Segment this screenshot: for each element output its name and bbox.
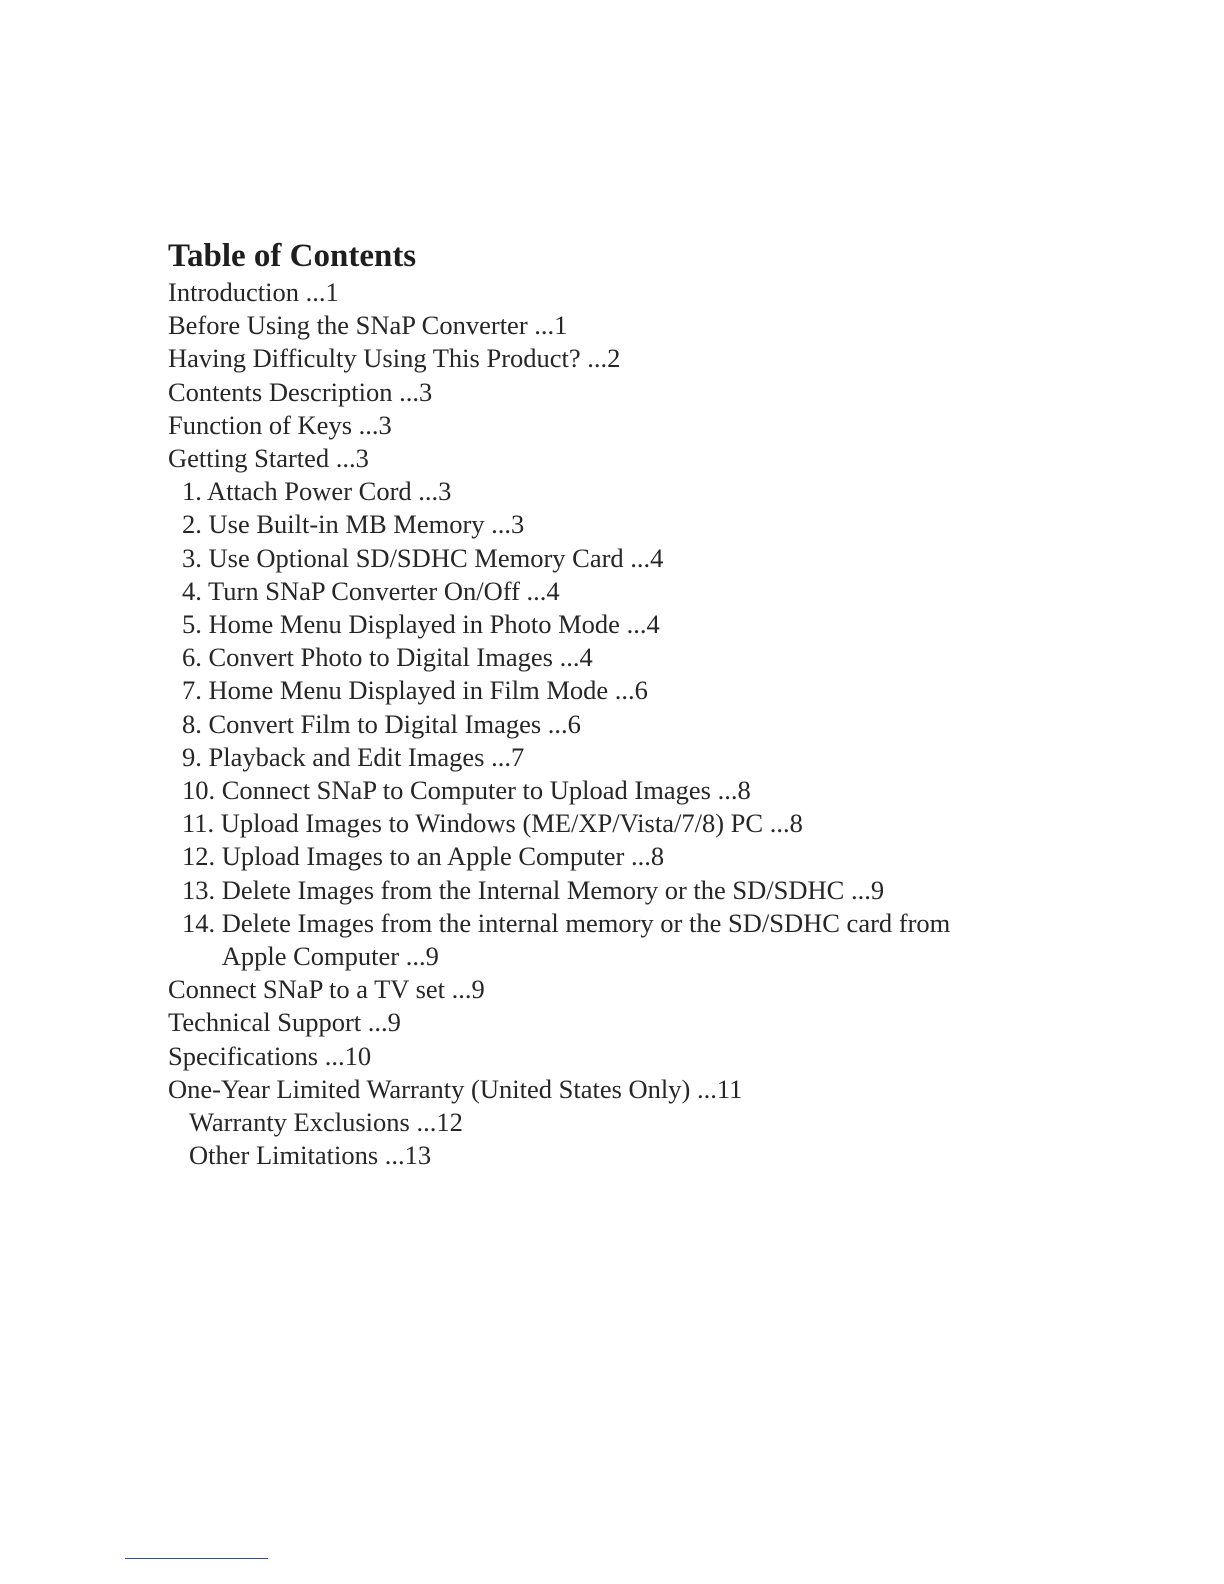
toc-entry-other-limitations: [168, 1139, 1068, 1172]
toc-entry-number: 4.: [182, 575, 202, 606]
toc-entry-introduction: [168, 276, 1068, 309]
toc-entry-technical-support: [168, 1006, 1068, 1039]
toc-subentry-8: [168, 708, 1068, 741]
toc-entry-function-of-keys: [168, 409, 1068, 442]
toc-subentry-2: [168, 508, 1068, 541]
toc-entry-text: Turn SNaP Converter On/Off ...4: [208, 575, 560, 606]
toc-entry-specifications: [168, 1040, 1068, 1073]
toc-entry-number: 10.: [182, 775, 216, 806]
toc-entry-text: Specifications ...10: [168, 1040, 372, 1071]
toc-entry-text: Use Built-in MB Memory ...3: [208, 509, 525, 540]
toc-entry-text: Connect SNaP to Computer to Upload Images ...8: [221, 775, 751, 806]
toc-entry-text: Other Limitations ...13: [189, 1140, 432, 1171]
toc-subentry-7: [168, 674, 1068, 707]
toc-entry-text: Warranty Exclusions ...12: [189, 1107, 463, 1138]
toc-entry-number: 14.: [182, 907, 216, 938]
toc-entry-number: 6.: [182, 642, 202, 673]
toc-entry-text: Attach Power Cord ...3: [207, 476, 452, 507]
toc-entry-text: Before Using the SNaP Converter ...1: [168, 310, 568, 341]
toc-subentry-5: [168, 608, 1068, 641]
table-of-contents: [168, 236, 1068, 1172]
toc-entry-text: Playback and Edit Images ...7: [208, 741, 525, 772]
toc-entry-number: 9.: [182, 741, 202, 772]
toc-subentry-14: [168, 907, 1068, 973]
toc-subentry-12: [168, 840, 1068, 873]
toc-entry-text: Getting Started ...3: [168, 443, 369, 474]
toc-subentry-6: [168, 641, 1068, 674]
toc-list: [168, 276, 1068, 1172]
toc-entry-text: Upload Images to Windows (ME/XP/Vista/7/8) PC ...8: [220, 808, 803, 839]
toc-entry-number: 5.: [182, 609, 202, 640]
toc-entry-text: Convert Film to Digital Images ...6: [208, 708, 581, 739]
toc-subentry-11: [168, 807, 1068, 840]
toc-subentry-10: [168, 774, 1068, 807]
toc-entry-number: 3.: [182, 542, 202, 573]
toc-entry-text: Having Difficulty Using This Product? ...2: [168, 343, 621, 374]
toc-entry-number: 13.: [182, 874, 216, 905]
toc-subentry-4: [168, 575, 1068, 608]
toc-entry-text: Technical Support ...9: [168, 1007, 401, 1038]
toc-entry-number: 7.: [182, 675, 202, 706]
toc-entry-connect-tv: [168, 973, 1068, 1006]
toc-entry-having-difficulty: [168, 342, 1068, 375]
toc-entry-text: Function of Keys ...3: [168, 409, 392, 440]
toc-entry-number: 12.: [182, 841, 216, 872]
toc-subentry-1: [168, 475, 1068, 508]
toc-entry-text: One-Year Limited Warranty (United States Only) ...11: [168, 1073, 743, 1104]
toc-subentry-3: [168, 542, 1068, 575]
toc-entry-warranty-exclusions: [168, 1106, 1068, 1139]
toc-entry-text: Delete Images from the internal memory or the SD/SDHC card from Apple Computer ...9: [221, 907, 951, 972]
toc-entry-before-using: [168, 309, 1068, 342]
toc-title: Table of Contents: [168, 238, 417, 274]
footnote-rule: [125, 1558, 268, 1559]
toc-entry-number: 8.: [182, 708, 202, 739]
toc-entry-number: 2.: [182, 509, 202, 540]
toc-entry-warranty: [168, 1073, 1068, 1106]
toc-entry-text: Convert Photo to Digital Images ...4: [208, 642, 593, 673]
toc-entry-text: Connect SNaP to a TV set ...9: [168, 974, 485, 1005]
toc-entry-contents-description: [168, 376, 1068, 409]
toc-subentry-9: [168, 741, 1068, 774]
toc-entry-text: Use Optional SD/SDHC Memory Card ...4: [208, 542, 664, 573]
toc-entry-text: Introduction ...1: [168, 277, 339, 307]
toc-entry-text: Delete Images from the Internal Memory or the SD/SDHC ...9: [221, 874, 885, 905]
toc-entry-text: Upload Images to an Apple Computer ...8: [221, 841, 665, 872]
toc-subentry-13: [168, 874, 1068, 907]
toc-entry-text: Home Menu Displayed in Photo Mode ...4: [208, 609, 660, 640]
toc-entry-text: Contents Description ...3: [168, 376, 433, 407]
toc-entry-getting-started: [168, 442, 1068, 475]
toc-entry-number: 1.: [182, 476, 202, 507]
toc-entry-number: 11.: [182, 808, 215, 839]
toc-entry-text: Home Menu Displayed in Film Mode ...6: [208, 675, 648, 706]
